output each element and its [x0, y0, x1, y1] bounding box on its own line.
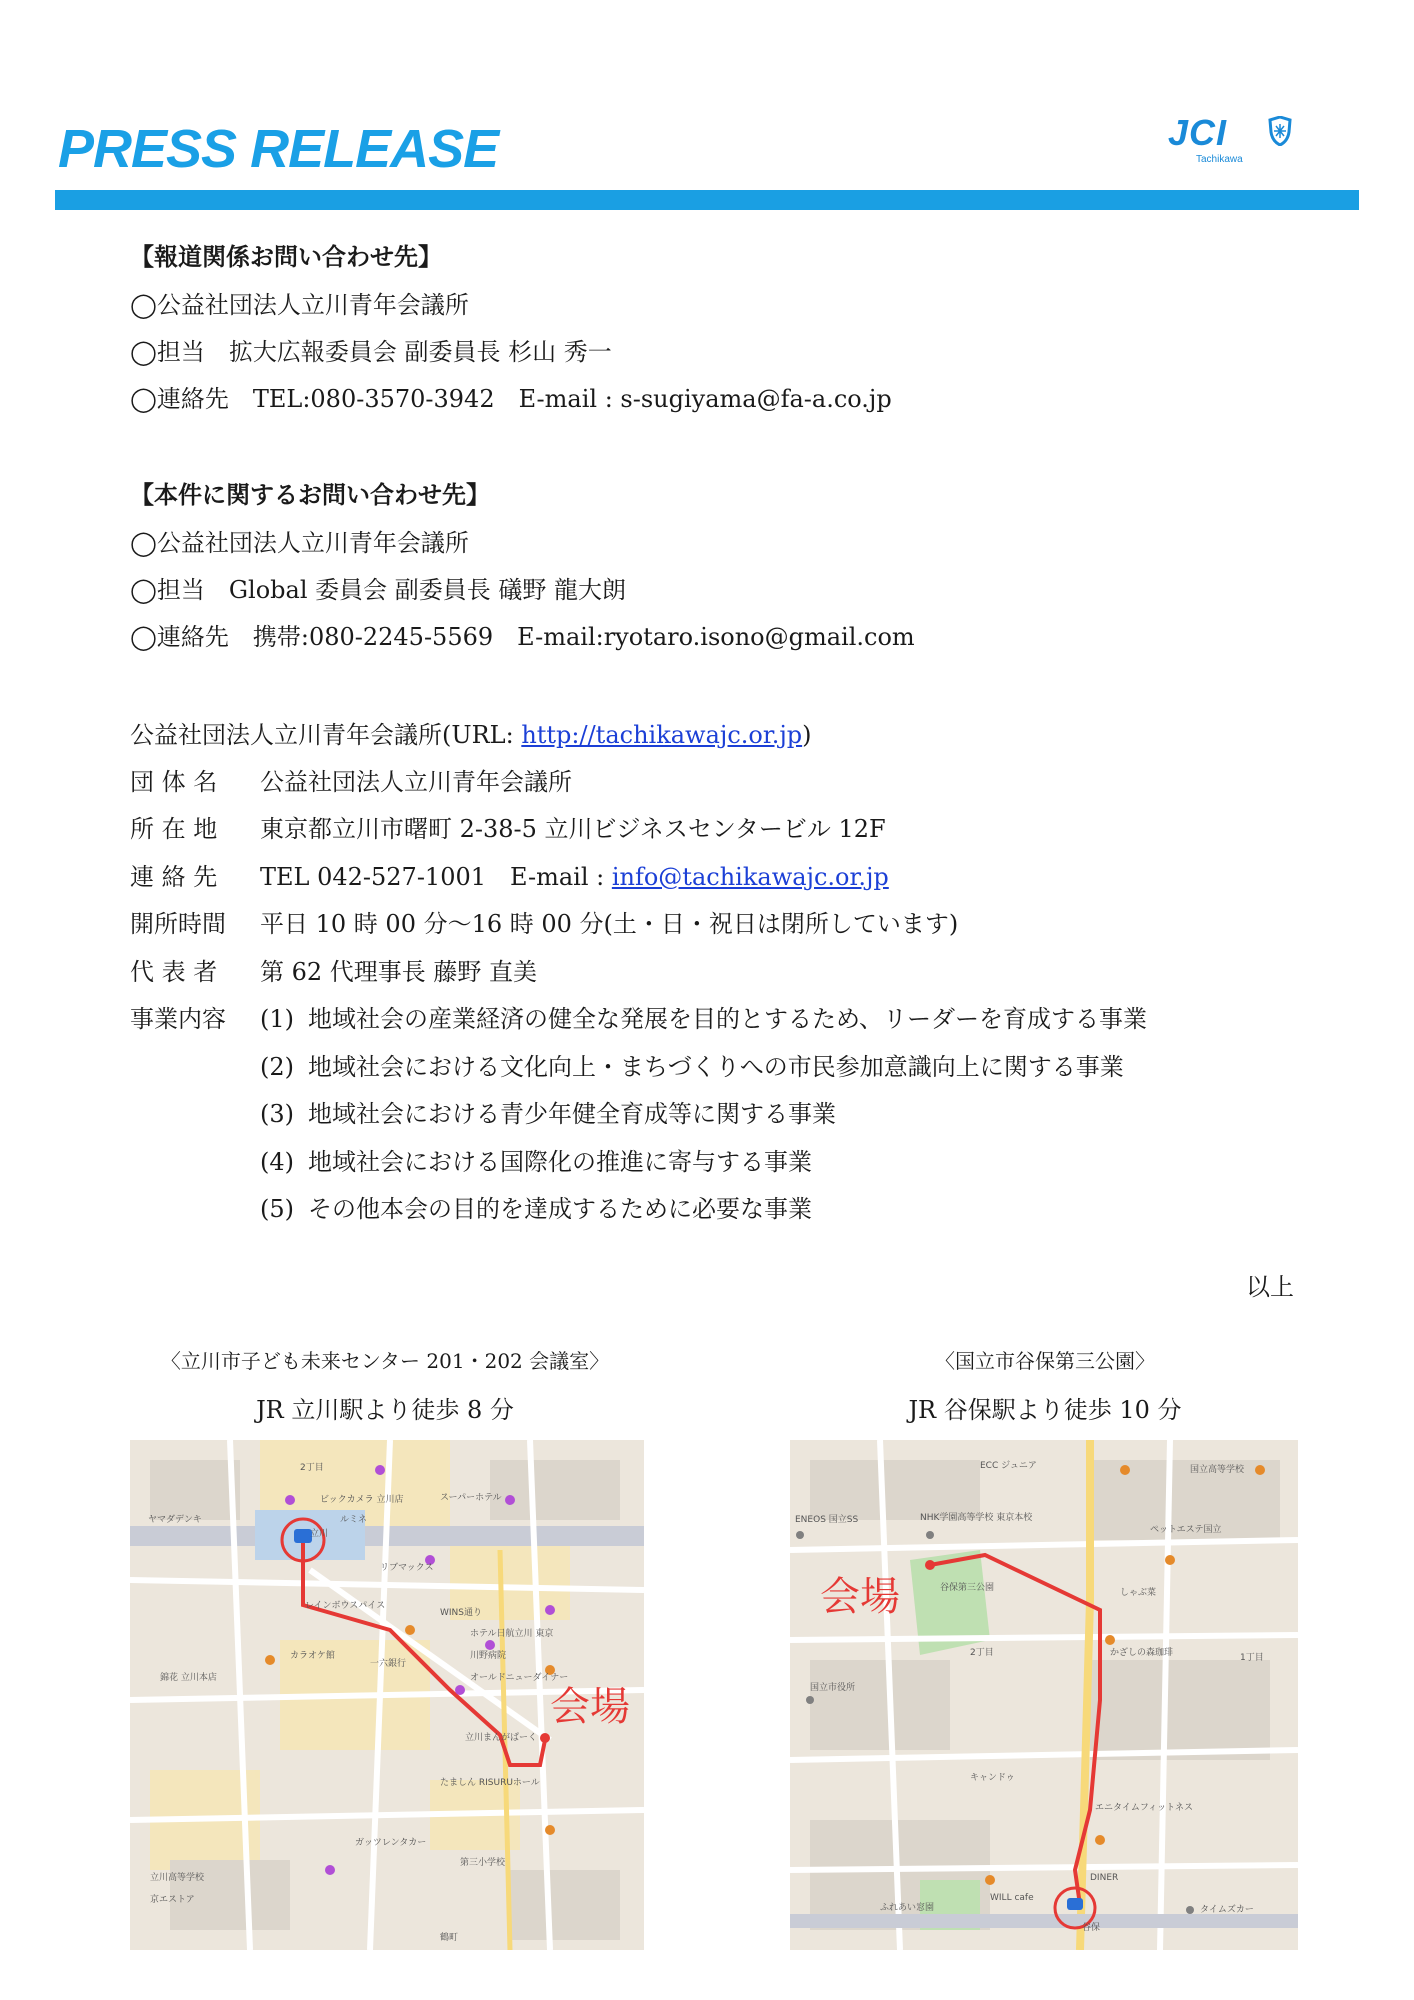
- svg-text:しゃぶ菜: しゃぶ菜: [1120, 1588, 1157, 1598]
- svg-text:リブマックス: リブマックス: [380, 1563, 434, 1573]
- svg-text:ガッツレンタカー: ガッツレンタカー: [355, 1838, 427, 1848]
- svg-text:ECC ジュニア: ECC ジュニア: [980, 1461, 1037, 1471]
- org-hours-row: 開所時間 平日 10 時 00 分〜16 時 00 分(土・日・祝日は閉所しています): [130, 910, 959, 938]
- org-url-link[interactable]: http://tachikawajc.or.jp: [521, 721, 803, 749]
- svg-text:ビックカメラ 立川店: ビックカメラ 立川店: [320, 1495, 404, 1505]
- org-address-row: 所 在 地 東京都立川市曙町 2-38-5 立川ビジネスセンタービル 12F: [130, 815, 886, 843]
- svg-text:鶴町: 鶴町: [440, 1933, 459, 1943]
- svg-text:一六銀行: 一六銀行: [370, 1659, 407, 1669]
- svg-text:オールドニューダイナー: オールドニューダイナー: [470, 1673, 569, 1683]
- org-name-label: 団 体 名: [130, 768, 218, 796]
- svg-text:NHK学園高等学校 東京本校: NHK学園高等学校 東京本校: [920, 1513, 1033, 1523]
- press-contact-org: ◯公益社団法人立川青年会議所: [130, 291, 469, 319]
- org-intro: 公益社団法人立川青年会議所(URL: http://tachikawajc.or.jp): [130, 721, 812, 749]
- svg-text:エニタイムフィットネス: エニタイムフィットネス: [1095, 1803, 1194, 1813]
- org-email-link[interactable]: info@tachikawajc.or.jp: [611, 863, 889, 891]
- svg-text:2丁目: 2丁目: [970, 1648, 994, 1658]
- press-contact-person: ◯担当 拡大広報委員会 副委員長 杉山 秀一: [130, 338, 612, 366]
- venue2-access: JR 谷保駅より徒歩 10 分: [908, 1396, 1182, 1424]
- svg-text:京エストア: 京エストア: [150, 1895, 195, 1905]
- inquiry-contact-org: ◯公益社団法人立川青年会議所: [130, 529, 469, 557]
- svg-text:キャンドゥ: キャンドゥ: [970, 1773, 1015, 1783]
- svg-text:国立高等学校: 国立高等学校: [1190, 1465, 1245, 1475]
- svg-text:谷保第三公園: 谷保第三公園: [940, 1583, 995, 1593]
- svg-text:2丁目: 2丁目: [300, 1463, 324, 1473]
- press-release-title: PRESS RELEASE: [58, 119, 499, 179]
- press-contact-heading: 【報道関係お問い合わせ先】: [130, 242, 442, 271]
- svg-text:錦花 立川本店: 錦花 立川本店: [160, 1673, 217, 1683]
- svg-text:立川まんがぱーく: 立川まんがぱーく: [465, 1733, 538, 1743]
- svg-text:かざしの森珈琲: かざしの森珈琲: [1110, 1648, 1174, 1658]
- org-business-label: 事業内容: [130, 1005, 226, 1033]
- org-hours-label: 開所時間: [130, 910, 226, 938]
- inquiry-contact-person: ◯担当 Global 委員会 副委員長 礒野 龍大朗: [130, 576, 627, 604]
- press-contact-details: ◯連絡先 TEL:080-3570-3942 E-mail : s-sugiyama@fa-a.co.jp: [130, 385, 892, 413]
- svg-text:レインボウスパイス: レインボウスパイス: [305, 1601, 386, 1611]
- org-contact-label: 連 絡 先: [130, 863, 218, 891]
- svg-text:WINS通り: WINS通り: [440, 1608, 482, 1618]
- svg-text:川野病院: 川野病院: [470, 1651, 507, 1661]
- shield-icon: [1268, 116, 1292, 146]
- jci-logo: [1168, 112, 1298, 165]
- venue2-map[interactable]: [790, 1440, 1298, 1950]
- org-address-label: 所 在 地: [130, 815, 218, 843]
- svg-text:DINER: DINER: [1090, 1873, 1119, 1883]
- logo-subtitle: Tachikawa: [1196, 154, 1243, 165]
- svg-text:立川高等学校: 立川高等学校: [150, 1873, 205, 1883]
- business-item: (3) 地域社会における青少年健全育成等に関する事業: [260, 1100, 836, 1128]
- business-item: (2) 地域社会における文化向上・まちづくりへの市民参加意識向上に関する事業: [260, 1053, 1124, 1081]
- closing-text: 以上: [1246, 1273, 1294, 1301]
- svg-text:カラオケ館: カラオケ館: [290, 1651, 335, 1661]
- header-bar: [55, 190, 1359, 210]
- svg-text:ヤマダデンキ: ヤマダデンキ: [148, 1515, 202, 1525]
- venue1-venue-label: 会場: [550, 1684, 630, 1730]
- venue1-map[interactable]: [130, 1440, 644, 1950]
- venue2-venue-label: 会場: [820, 1574, 900, 1620]
- venue1-caption: 〈立川市子ども未来センター 201・202 会議室〉: [160, 1349, 610, 1373]
- svg-text:タイムズカー: タイムズカー: [1200, 1905, 1254, 1915]
- station-label: 立川: [310, 1529, 329, 1539]
- svg-text:ルミネ: ルミネ: [340, 1515, 368, 1525]
- inquiry-contact-heading: 【本件に関するお問い合わせ先】: [130, 480, 490, 509]
- inquiry-contact-details: ◯連絡先 携帯:080-2245-5569 E-mail:ryotaro.isono@gmail.com: [130, 623, 915, 651]
- svg-text:ペットエステ国立: ペットエステ国立: [1150, 1525, 1222, 1535]
- svg-text:国立市役所: 国立市役所: [810, 1683, 856, 1693]
- svg-text:1丁目: 1丁目: [1240, 1653, 1264, 1663]
- svg-text:スーパーホテル: スーパーホテル: [440, 1493, 502, 1503]
- svg-text:WILL cafe: WILL cafe: [990, 1893, 1034, 1903]
- logo-text: JCI: [1168, 112, 1228, 153]
- org-name-row: 団 体 名 公益社団法人立川青年会議所: [130, 768, 572, 796]
- svg-text:たましん RISURUホール: たましん RISURUホール: [440, 1778, 540, 1788]
- svg-text:ふれあい窓園: ふれあい窓園: [880, 1903, 935, 1913]
- org-rep-label: 代 表 者: [130, 958, 218, 986]
- business-item: (4) 地域社会における国際化の推進に寄与する事業: [260, 1148, 812, 1176]
- business-item: (5) その他本会の目的を達成するために必要な事業: [260, 1195, 812, 1223]
- svg-text:ホテル日航立川 東京: ホテル日航立川 東京: [470, 1629, 554, 1639]
- station-label: 谷保: [1082, 1923, 1101, 1933]
- svg-text:ENEOS 国立SS: ENEOS 国立SS: [795, 1515, 859, 1525]
- venue2-caption: 〈国立市谷保第三公園〉: [935, 1349, 1155, 1373]
- svg-text:第三小学校: 第三小学校: [460, 1858, 506, 1868]
- venue1-access: JR 立川駅より徒歩 8 分: [256, 1396, 514, 1424]
- org-business-row: 事業内容 (1) 地域社会の産業経済の健全な発展を目的とするため、リーダーを育成する事業: [130, 1005, 1148, 1033]
- org-rep-row: 代 表 者 第 62 代理事長 藤野 直美: [130, 958, 538, 986]
- org-contact-row: 連 絡 先 TEL 042-527-1001 E-mail : info@tachikawajc.or.jp: [130, 863, 889, 891]
